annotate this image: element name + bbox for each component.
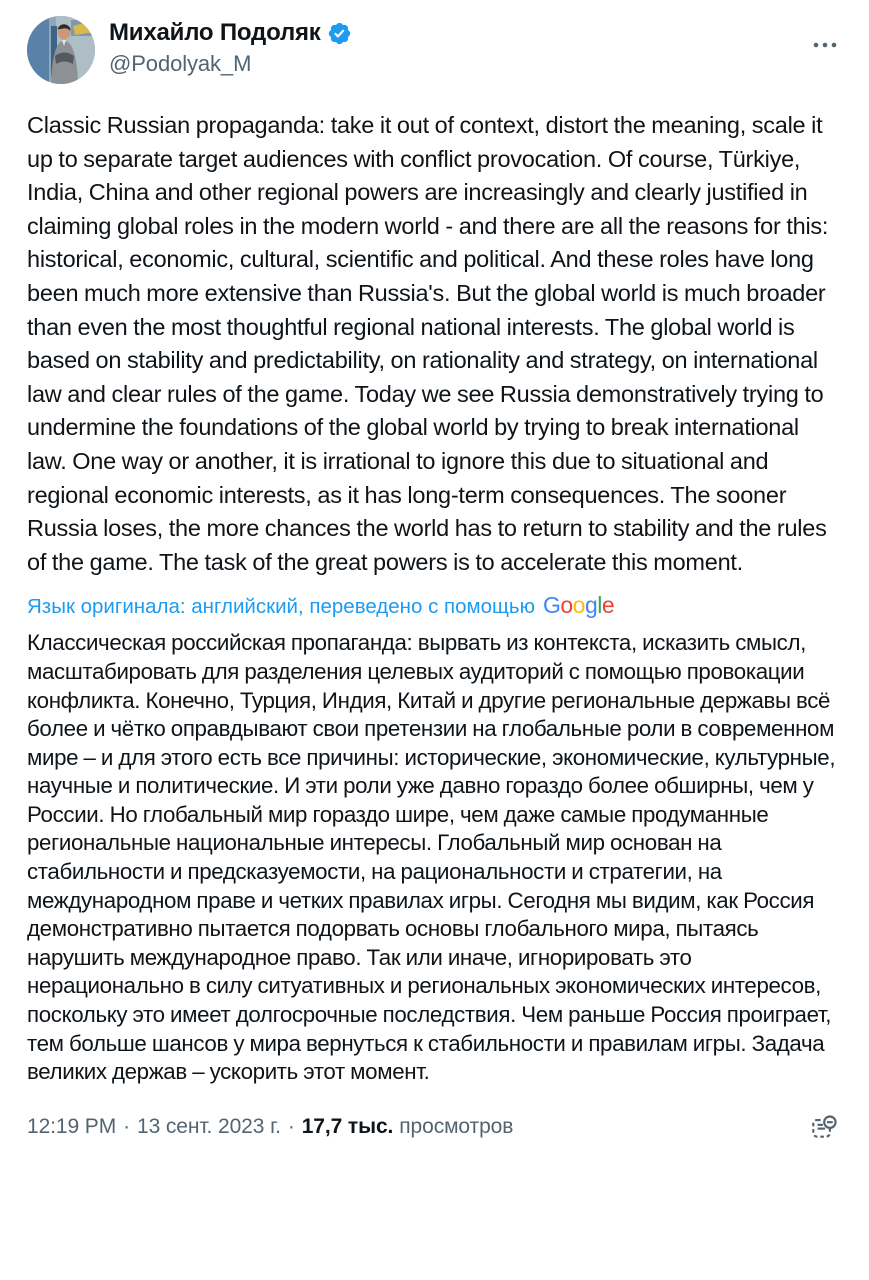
tweet-text-english: Classic Russian propaganda: take it out of context, distort the meaning, scale it up to separate target audiences with conflict provocation. Of course, Türkiye, India, China and other regional powers are increasingly and clearly justified in claiming global roles in the modern world - and there are all the reasons for this: historical, economic, cultural, scientific and political. And these roles have long been much more extensive than Russia's. But the global world is much broader than even the most thoughtful regional national interests. The global world is based on stability and predictability, on rationality and strategy, on international law and clear rules of the game. Today we see Russia demonstratively trying to undermine the foundations of the global world by trying to break international law. One way or another, it is irrational to ignore this due to situational and regional economic interests, as it has long-term consequences. The sooner Russia loses, the more chances the world has to return to stability and the rules of the game. The task of the great powers is to accelerate this moment. [27,112,829,575]
more-options-button[interactable] [808,28,842,62]
translation-attribution-link[interactable] [27,592,842,620]
tweet-text-russian: Классическая российская пропаганда: вырвать из контекста, исказить смысл, масштабировать для разделения целевых аудиторий с помощью провокации конфликта. Конечно, Турция, Индия, Китай и другие региональные державы всё более и чётко оправдывают свои претензии на глобальные роли в современном мире – и для этого есть все причины: исторические, экономические, культурные, научные и политические. И эти роли уже давно гораздо более обширны, чем у России. Но глобальный мир гораздо шире, чем даже самые продуманные региональные национальные интересы. Глобальный мир основан на стабильности и предсказуемости, на рациональности и стратегии, на международном праве и четких правилах игры. Сегодня мы видим, как Россия демонстративно пытается подорвать основы глобального мира, пытаясь нарушить международное право. Так или иначе, игнорировать это нерационально в силу ситуативных и региональных экономических интересов, поскольку это имеет долгосрочные последствия. Чем раньше Россия проиграет, тем больше шансов у мира вернуться к стабильности и правилам игры. Задача великих держав – ускорить этот момент. [27,630,836,1085]
google-logo-letter: G [542,592,561,619]
timestamp-link[interactable] [27,1115,281,1139]
google-logo-letter: o [560,592,573,619]
user-names [109,16,352,77]
google-logo [543,592,614,618]
views-label: просмотров [399,1114,514,1138]
views-count: 17,7 тыс. [301,1114,394,1138]
google-logo-letter: e [601,592,615,619]
verified-badge-icon [327,21,352,46]
avatar[interactable] [27,16,95,84]
hidden-replies-icon [809,1112,839,1142]
more-options-icon [812,32,838,58]
hidden-replies-button[interactable] [806,1109,842,1145]
translation-notice-text: Язык оригинала: английский, переведено с помощью [27,595,535,619]
tweet-header [27,16,842,84]
tweet-footer [27,1109,842,1145]
dot-separator: · [287,1114,295,1138]
google-logo-letter: g [584,592,598,619]
display-name[interactable]: Михайло Подоляк [109,19,321,46]
user-handle: @Podolyak_M [109,51,252,76]
tweet-time: 12:19 PM [27,1114,117,1138]
google-logo-letter: l [597,592,602,619]
avatar-photo [27,16,95,84]
dot-separator: · [123,1114,130,1138]
google-logo-letter: o [572,592,585,619]
tweet-date: 13 сент. 2023 г. [137,1114,281,1138]
